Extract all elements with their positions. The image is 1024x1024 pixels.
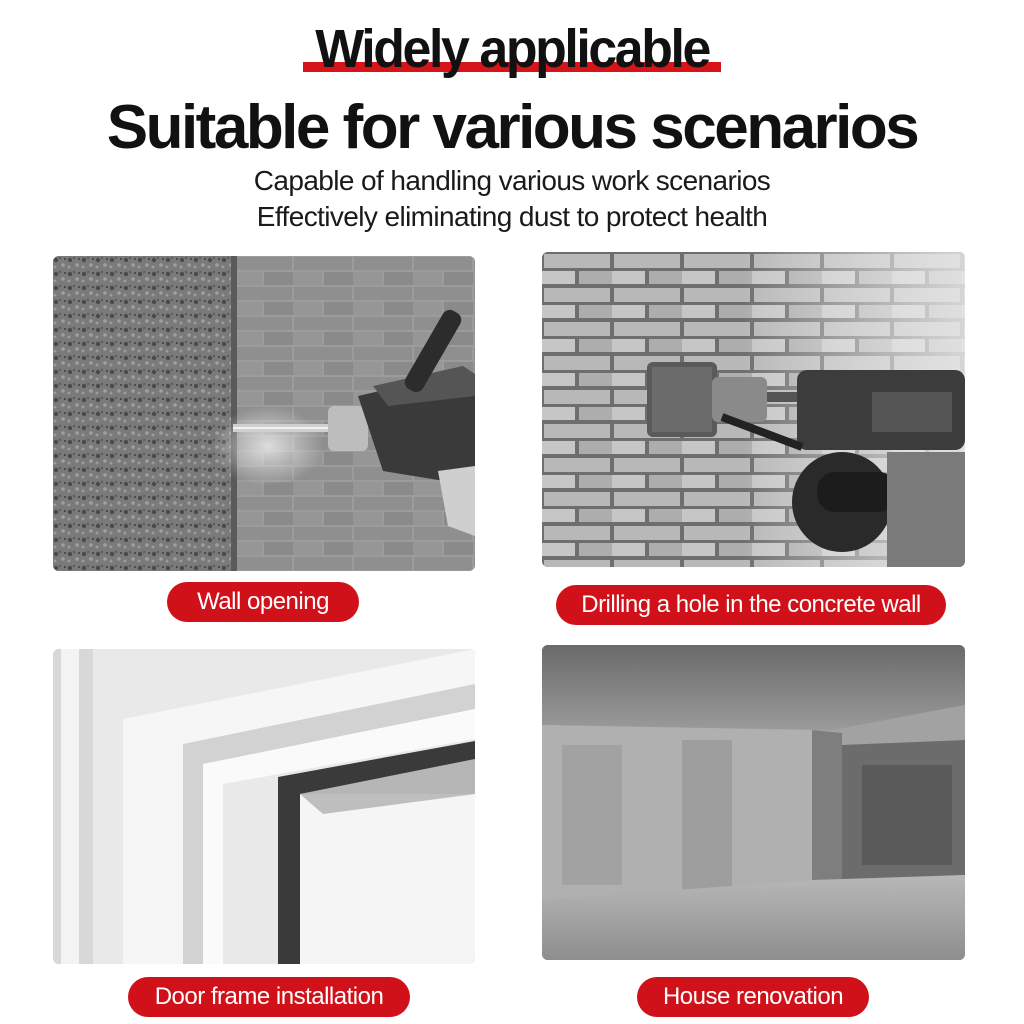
description-line-1: Capable of handling various work scenarios (253, 165, 771, 196)
scenario-image-concrete-wall-drilling (542, 252, 965, 567)
page-title: Widely applicable (315, 19, 709, 79)
scenario-image-house-renovation (542, 645, 965, 960)
scenario-image-wall-opening (53, 256, 475, 571)
scenario-label-house-renovation: House renovation (637, 977, 869, 1017)
scenario-label-concrete-wall-drilling: Drilling a hole in the concrete wall (556, 585, 946, 625)
title-block (0, 18, 1024, 80)
title-line (307, 18, 717, 80)
scenario-label-door-frame: Door frame installation (128, 977, 410, 1017)
scenario-label-wall-opening: Wall opening (167, 582, 359, 622)
description-line-2: Effectively eliminating dust to protect health (256, 201, 768, 232)
scenario-image-door-frame (53, 649, 475, 964)
page-subtitle: Suitable for various scenarios (106, 93, 918, 162)
